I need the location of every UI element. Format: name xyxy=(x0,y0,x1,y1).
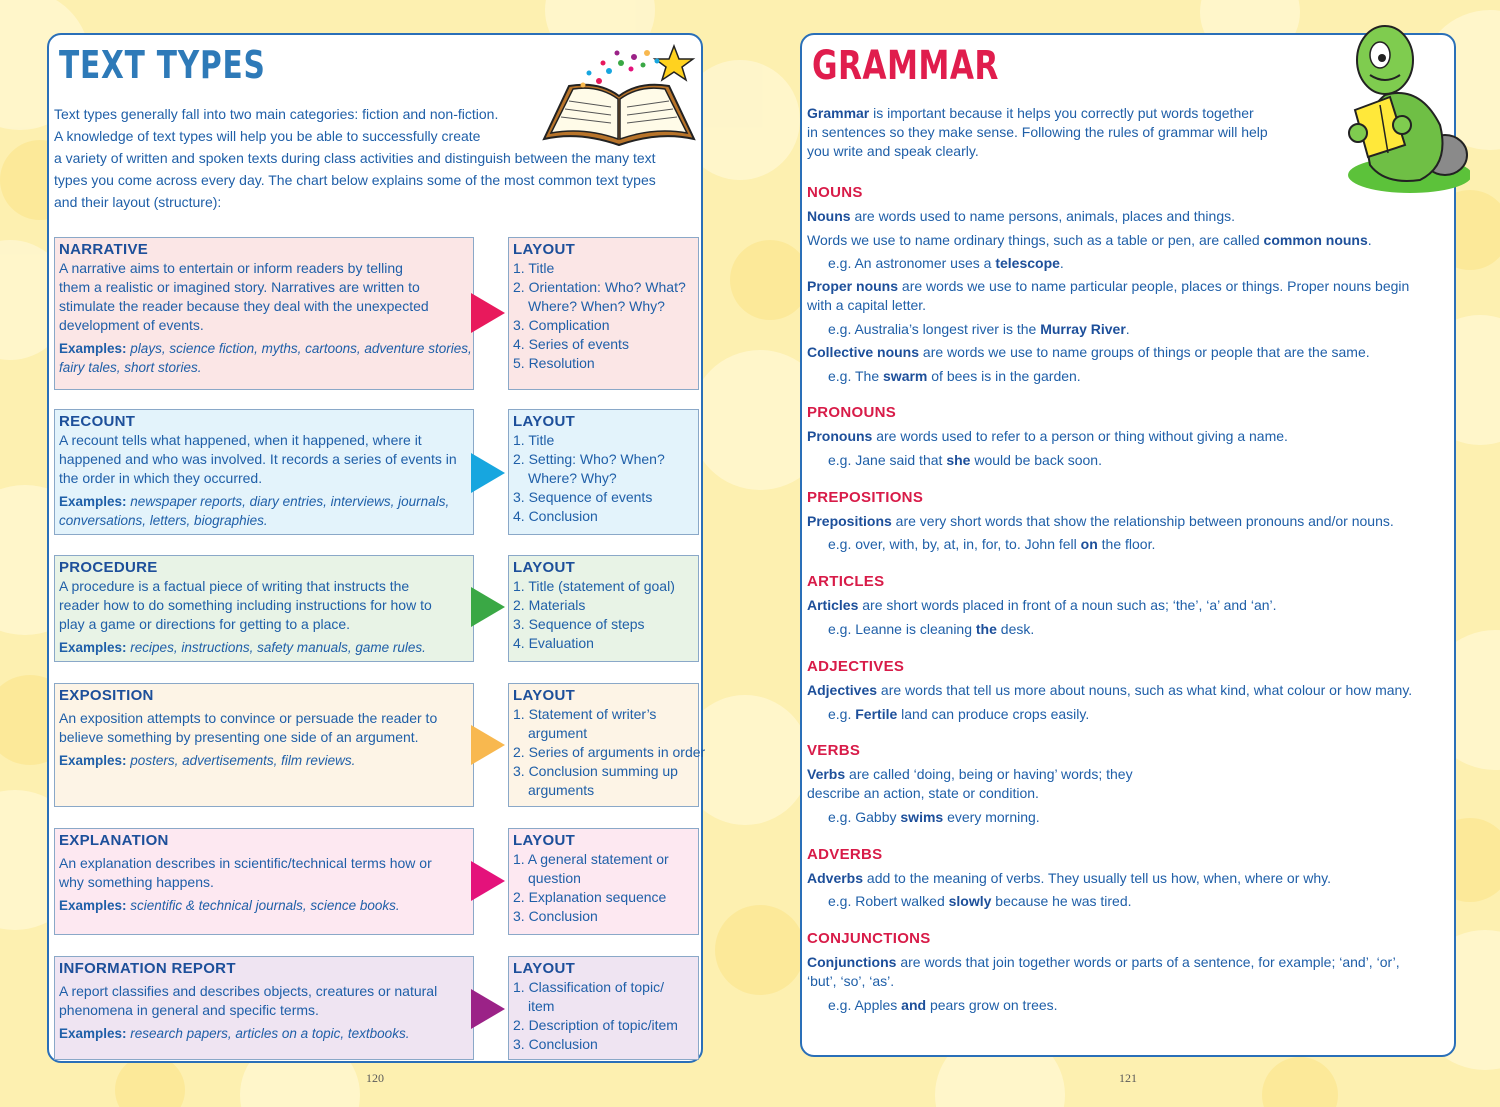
examples-text: scientific & technical journals, science books. xyxy=(126,898,400,913)
example-line xyxy=(828,452,1102,468)
layout-item: argument xyxy=(528,725,588,741)
verbs-heading: VERBS xyxy=(807,742,861,759)
keyword: Verbs xyxy=(807,766,846,782)
narrative-heading: NARRATIVE xyxy=(59,241,149,258)
keyword: Nouns xyxy=(807,208,851,224)
layout-item: 2. Materials xyxy=(513,597,586,613)
text: are very short words that show the relationship between pronouns and/or nouns. xyxy=(891,513,1394,529)
procedure-description: play a game or directions for getting to a place. xyxy=(59,616,351,632)
text: e.g. Robert walked xyxy=(828,893,949,909)
example-line xyxy=(828,621,1034,637)
nouns-heading: NOUNS xyxy=(807,184,863,201)
procedure-layout-box xyxy=(508,555,699,662)
keyword: swims xyxy=(900,809,944,825)
grammar-intro xyxy=(807,105,1254,121)
layout-item: 1. Title (statement of goal) xyxy=(513,578,675,594)
text: e.g. The xyxy=(828,368,884,384)
layout-item: 2. Series of arguments in order xyxy=(513,744,706,760)
examples-label: Examples: xyxy=(59,494,127,509)
page-title: GRAMMAR xyxy=(812,43,999,89)
procedure-heading: PROCEDURE xyxy=(59,559,158,576)
information-report-layout-box xyxy=(508,956,699,1060)
text: are words that tell us more about nouns, such as what kind, what colour or how many. xyxy=(877,682,1413,698)
procedure-arrow-icon xyxy=(471,587,505,627)
explanation-examples xyxy=(59,896,469,915)
keyword: Collective nouns xyxy=(807,344,920,360)
adverbs-definition xyxy=(807,870,1331,886)
adverbs-heading: ADVERBS xyxy=(807,846,883,863)
example-line xyxy=(828,706,1089,722)
examples-label: Examples: xyxy=(59,640,127,655)
recount-description: happened and who was involved. It records a series of events in xyxy=(59,451,457,467)
proper-nouns-line: with a capital letter. xyxy=(807,297,927,313)
prepositions-definition xyxy=(807,513,1394,529)
keyword: Articles xyxy=(807,597,859,613)
grammar-page xyxy=(800,33,1456,1057)
narrative-layout-list xyxy=(513,259,694,373)
layout-item: question xyxy=(528,870,581,886)
examples-label: Examples: xyxy=(59,753,127,768)
text: are words used to name persons, animals, places and things. xyxy=(850,208,1235,224)
text: desk. xyxy=(996,621,1035,637)
recount-arrow-icon xyxy=(471,453,505,493)
text: e.g. Jane said that xyxy=(828,452,947,468)
text: every morning. xyxy=(943,809,1040,825)
grammar-intro: you write and speak clearly. xyxy=(807,143,979,159)
layout-item: 1. Classification of topic/ xyxy=(513,979,664,995)
conjunctions-heading: CONJUNCTIONS xyxy=(807,930,931,947)
examples-text: recipes, instructions, safety manuals, game rules. xyxy=(126,640,426,655)
keyword: Grammar xyxy=(807,105,870,121)
recount-layout-box xyxy=(508,409,699,535)
examples-label: Examples: xyxy=(59,898,127,913)
explanation-arrow-icon xyxy=(471,861,505,901)
layout-item: item xyxy=(528,998,555,1014)
recount-description: A recount tells what happened, when it happened, where it xyxy=(59,432,422,448)
layout-item: 5. Resolution xyxy=(513,355,595,371)
explanation-layout-list xyxy=(513,850,694,926)
keyword: Adverbs xyxy=(807,870,864,886)
intro-line: types you come across every day. The chart below explains some of the most common text types xyxy=(54,172,656,188)
verbs-definition: describe an action, state or condition. xyxy=(807,785,1039,801)
layout-item: 2. Explanation sequence xyxy=(513,889,667,905)
information-report-box xyxy=(54,956,474,1060)
page-title: TEXT TYPES xyxy=(59,43,266,87)
recount-layout-list xyxy=(513,431,694,526)
explanation-box xyxy=(54,828,474,935)
example-line xyxy=(828,255,1064,271)
information-report-arrow-icon xyxy=(471,989,505,1029)
text: e.g. Gabby xyxy=(828,809,901,825)
exposition-description: believe something by presenting one side of an argument. xyxy=(59,729,419,745)
recount-examples xyxy=(59,492,469,511)
layout-heading: LAYOUT xyxy=(513,241,576,258)
exposition-description: An exposition attempts to convince or persuade the reader to xyxy=(59,710,438,726)
procedure-examples xyxy=(59,638,469,657)
intro-line: and their layout (structure): xyxy=(54,194,222,210)
information-report-description: A report classifies and describes objects, creatures or natural xyxy=(59,983,438,999)
verbs-definition xyxy=(807,766,1133,782)
conjunctions-definition: ‘but’, ‘so’, ‘as’. xyxy=(807,973,895,989)
text: of bees is in the garden. xyxy=(927,368,1081,384)
example-line xyxy=(828,368,1081,384)
keyword: telescope xyxy=(995,255,1060,271)
keyword: Conjunctions xyxy=(807,954,897,970)
intro-line: Text types generally fall into two main categories: fiction and non-fiction. xyxy=(54,106,499,122)
information-report-examples xyxy=(59,1024,469,1043)
explanation-heading: EXPLANATION xyxy=(59,832,169,849)
keyword: Adjectives xyxy=(807,682,878,698)
exposition-examples xyxy=(59,751,469,770)
keyword: the xyxy=(975,621,997,637)
text: are words used to refer to a person or thing without giving a name. xyxy=(872,428,1288,444)
example-line xyxy=(828,536,1155,552)
layout-item: 3. Conclusion summing up xyxy=(513,763,678,779)
text: are short words placed in front of a noun such as; ‘the’, ‘a’ and ‘an’. xyxy=(858,597,1277,613)
layout-item: 4. Series of events xyxy=(513,336,629,352)
layout-heading: LAYOUT xyxy=(513,559,576,576)
keyword: she xyxy=(946,452,971,468)
example-line xyxy=(828,809,1040,825)
common-nouns-line xyxy=(807,232,1372,248)
procedure-description: reader how to do something including instructions for how to xyxy=(59,597,432,613)
layout-heading: LAYOUT xyxy=(513,960,576,977)
text: e.g. An astronomer uses a xyxy=(828,255,996,271)
narrative-examples xyxy=(59,339,472,358)
text: are words that join together words or parts of a sentence, for example; ‘and’, ‘or’, xyxy=(896,954,1400,970)
layout-item: 3. Sequence of steps xyxy=(513,616,645,632)
text: are called ‘doing, being or having’ words; they xyxy=(845,766,1133,782)
keyword: swarm xyxy=(883,368,928,384)
text: pears grow on trees. xyxy=(926,997,1058,1013)
intro-line: A knowledge of text types will help you be able to successfully create xyxy=(54,128,481,144)
text: the floor. xyxy=(1097,536,1156,552)
layout-item: 2. Orientation: Who? What? xyxy=(513,279,686,295)
intro-line: a variety of written and spoken texts during class activities and distinguish between the many text xyxy=(54,150,656,166)
text: are words we use to name particular people, places or things. Proper nouns begin xyxy=(898,278,1410,294)
narrative-description: A narrative aims to entertain or inform readers by telling xyxy=(59,260,403,276)
grammar-intro: in sentences so they make sense. Following the rules of grammar will help xyxy=(807,124,1268,140)
example-line xyxy=(828,321,1130,337)
layout-item: Where? When? Why? xyxy=(528,298,665,314)
text: Words we use to name ordinary things, such as a table or pen, are called xyxy=(807,232,1264,248)
layout-item: 3. Conclusion xyxy=(513,908,598,924)
text: would be back soon. xyxy=(970,452,1102,468)
recount-heading: RECOUNT xyxy=(59,413,136,430)
nouns-definition xyxy=(807,208,1235,224)
layout-item: 4. Evaluation xyxy=(513,635,594,651)
reading-turtle-illustration xyxy=(1330,15,1470,200)
narrative-description: stimulate the reader because they deal with the unexpected xyxy=(59,298,429,314)
open-book-with-stars-illustration xyxy=(539,41,699,151)
text: land can produce crops easily. xyxy=(897,706,1090,722)
text: e.g. Apples xyxy=(828,997,902,1013)
explanation-description: why something happens. xyxy=(59,874,214,890)
adjectives-heading: ADJECTIVES xyxy=(807,658,905,675)
layout-item: arguments xyxy=(528,782,595,798)
example-line xyxy=(828,997,1058,1013)
information-report-description: phenomena in general and specific terms. xyxy=(59,1002,319,1018)
keyword: Murray River xyxy=(1040,321,1126,337)
articles-definition xyxy=(807,597,1277,613)
examples-label: Examples: xyxy=(59,1026,127,1041)
narrative-description: development of events. xyxy=(59,317,204,333)
keyword: Prepositions xyxy=(807,513,892,529)
recount-examples: conversations, letters, biographies. xyxy=(59,513,268,528)
proper-nouns-line xyxy=(807,278,1409,294)
layout-item: 1. Title xyxy=(513,260,555,276)
exposition-layout-list xyxy=(513,705,706,800)
procedure-layout-list xyxy=(513,577,694,653)
keyword: slowly xyxy=(948,893,992,909)
text: e.g. Leanne is cleaning xyxy=(828,621,976,637)
text-types-page xyxy=(47,33,706,1063)
pronouns-definition xyxy=(807,428,1288,444)
layout-item: 3. Conclusion xyxy=(513,1036,598,1052)
explanation-layout-box xyxy=(508,828,699,935)
layout-item: 1. A general statement or xyxy=(513,851,669,867)
prepositions-heading: PREPOSITIONS xyxy=(807,489,924,506)
examples-text: newspaper reports, diary entries, interviews, journals, xyxy=(126,494,450,509)
narrative-examples: fairy tales, short stories. xyxy=(59,360,202,375)
layout-item: 2. Description of topic/item xyxy=(513,1017,678,1033)
text: . xyxy=(1367,232,1372,248)
keyword: common nouns xyxy=(1263,232,1368,248)
procedure-box xyxy=(54,555,474,662)
recount-description: the order in which they occurred. xyxy=(59,470,263,486)
adjectives-definition xyxy=(807,682,1412,698)
text: add to the meaning of verbs. They usually tell us how, when, where or why. xyxy=(863,870,1331,886)
narrative-layout-box xyxy=(508,237,699,390)
examples-text: plays, science fiction, myths, cartoons, adventure stories, xyxy=(126,341,472,356)
layout-heading: LAYOUT xyxy=(513,832,576,849)
text: e.g. xyxy=(828,706,856,722)
layout-item: Where? Why? xyxy=(528,470,617,486)
text: is important because it helps you correctly put words together xyxy=(869,105,1254,121)
text: . xyxy=(1059,255,1064,271)
text: because he was tired. xyxy=(991,893,1132,909)
exposition-arrow-icon xyxy=(471,725,505,765)
explanation-description: An explanation describes in scientific/technical terms how or xyxy=(59,855,432,871)
text: . xyxy=(1125,321,1130,337)
text: are words we use to name groups of things or people that are the same. xyxy=(919,344,1370,360)
articles-heading: ARTICLES xyxy=(807,573,885,590)
layout-item: 2. Setting: Who? When? xyxy=(513,451,665,467)
layout-item: 4. Conclusion xyxy=(513,508,598,524)
exposition-heading: EXPOSITION xyxy=(59,687,154,704)
narrative-arrow-icon xyxy=(471,293,505,333)
text: e.g. Australia’s longest river is the xyxy=(828,321,1041,337)
layout-item: 3. Complication xyxy=(513,317,610,333)
collective-nouns-line xyxy=(807,344,1370,360)
narrative-box xyxy=(54,237,474,390)
layout-item: 1. Title xyxy=(513,432,555,448)
layout-heading: LAYOUT xyxy=(513,413,576,430)
pronouns-heading: PRONOUNS xyxy=(807,404,897,421)
procedure-description: A procedure is a factual piece of writing that instructs the xyxy=(59,578,410,594)
narrative-description: them a realistic or imagined story. Narratives are written to xyxy=(59,279,420,295)
layout-item: 1. Statement of writer’s xyxy=(513,706,657,722)
keyword: Fertile xyxy=(855,706,898,722)
exposition-box xyxy=(54,683,474,807)
examples-text: research papers, articles on a topic, textbooks. xyxy=(126,1026,410,1041)
layout-heading: LAYOUT xyxy=(513,687,576,704)
page-number-right: 121 xyxy=(1119,1071,1137,1085)
example-line xyxy=(828,893,1132,909)
keyword: Pronouns xyxy=(807,428,873,444)
exposition-layout-box xyxy=(508,683,706,807)
information-report-layout-list xyxy=(513,978,694,1054)
keyword: Proper nouns xyxy=(807,278,899,294)
examples-text: posters, advertisements, film reviews. xyxy=(126,753,356,768)
information-report-heading: INFORMATION REPORT xyxy=(59,960,236,977)
conjunctions-definition xyxy=(807,954,1400,970)
examples-label: Examples: xyxy=(59,341,127,356)
text: e.g. over, with, by, at, in, for, to. John fell xyxy=(828,536,1081,552)
page-number-left: 120 xyxy=(366,1071,384,1085)
keyword: and xyxy=(901,997,927,1013)
layout-item: 3. Sequence of events xyxy=(513,489,653,505)
recount-box xyxy=(54,409,474,535)
keyword: on xyxy=(1080,536,1098,552)
